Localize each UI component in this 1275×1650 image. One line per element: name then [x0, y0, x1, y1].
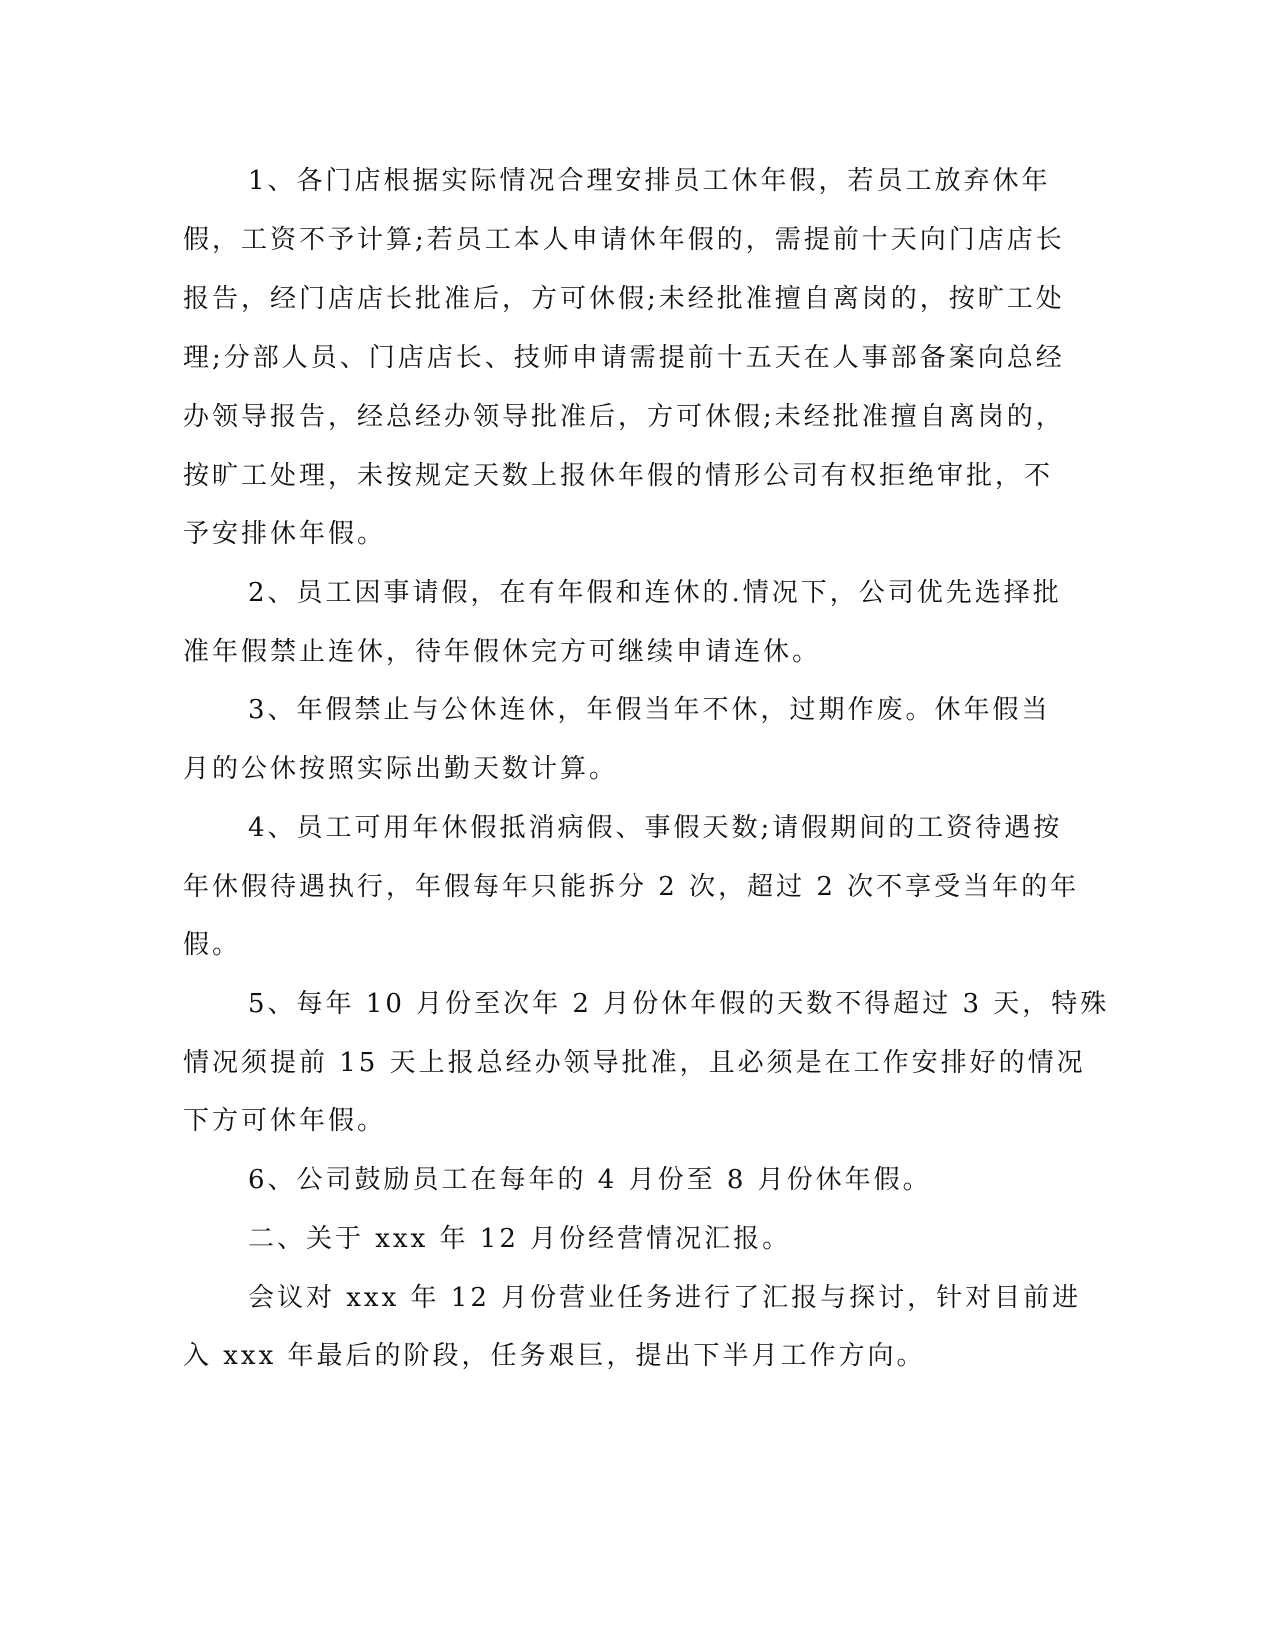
text-line: 4、员工可用年休假抵消病假、事假天数;请假期间的工资待遇按 [248, 813, 1063, 843]
text-line: 3、年假禁止与公休连休，年假当年不休，过期作废。休年假当 [248, 695, 1051, 725]
text-line: 入 xxx 年最后的阶段，任务艰巨，提出下半月工作方向。 [183, 1341, 926, 1371]
text-line: 理;分部人员、门店店长、技师申请需提前十五天在人事部备案向总经 [183, 343, 1065, 373]
text-line: 予安排休年假。 [183, 519, 387, 549]
text-line: 情况须提前 15 天上报总经办领导批准，且必须是在工作安排好的情况 [183, 1048, 1086, 1078]
text-line: 月的公休按照实际出勤天数计算。 [183, 754, 619, 784]
text-line: 办领导报告，经总经办领导批准后，方可休假;未经批准擅自离岗的， [183, 402, 1065, 432]
text-line: 5、每年 10 月份至次年 2 月份休年假的天数不得超过 3 天，特殊 [248, 989, 1110, 1019]
section-heading: 二、关于 xxx 年 12 月份经营情况汇报。 [248, 1224, 792, 1254]
text-line: 假。 [183, 930, 242, 960]
text-line: 报告，经门店店长批准后，方可休假;未经批准擅自离岗的，按旷工处 [183, 284, 1065, 314]
text-line: 年休假待遇执行，年假每年只能拆分 2 次，超过 2 次不享受当年的年 [183, 872, 1080, 902]
text-line: 1、各门店根据实际情况合理安排员工休年假，若员工放弃休年 [248, 166, 1051, 196]
text-line: 下方可休年假。 [183, 1106, 387, 1136]
text-line: 假，工资不予计算;若员工本人申请休年假的，需提前十天向门店店长 [183, 225, 1065, 255]
text-line: 准年假禁止连休，待年假休完方可继续申请连休。 [183, 637, 822, 667]
text-line: 按旷工处理，未按规定天数上报休年假的情形公司有权拒绝审批，不 [183, 461, 1054, 491]
text-line: 会议对 xxx 年 12 月份营业任务进行了汇报与探讨，针对目前进 [248, 1283, 1082, 1313]
text-line: 2、员工因事请假，在有年假和连休的.情况下，公司优先选择批 [248, 578, 1062, 608]
text-line: 6、公司鼓励员工在每年的 4 月份至 8 月份休年假。 [248, 1165, 932, 1195]
